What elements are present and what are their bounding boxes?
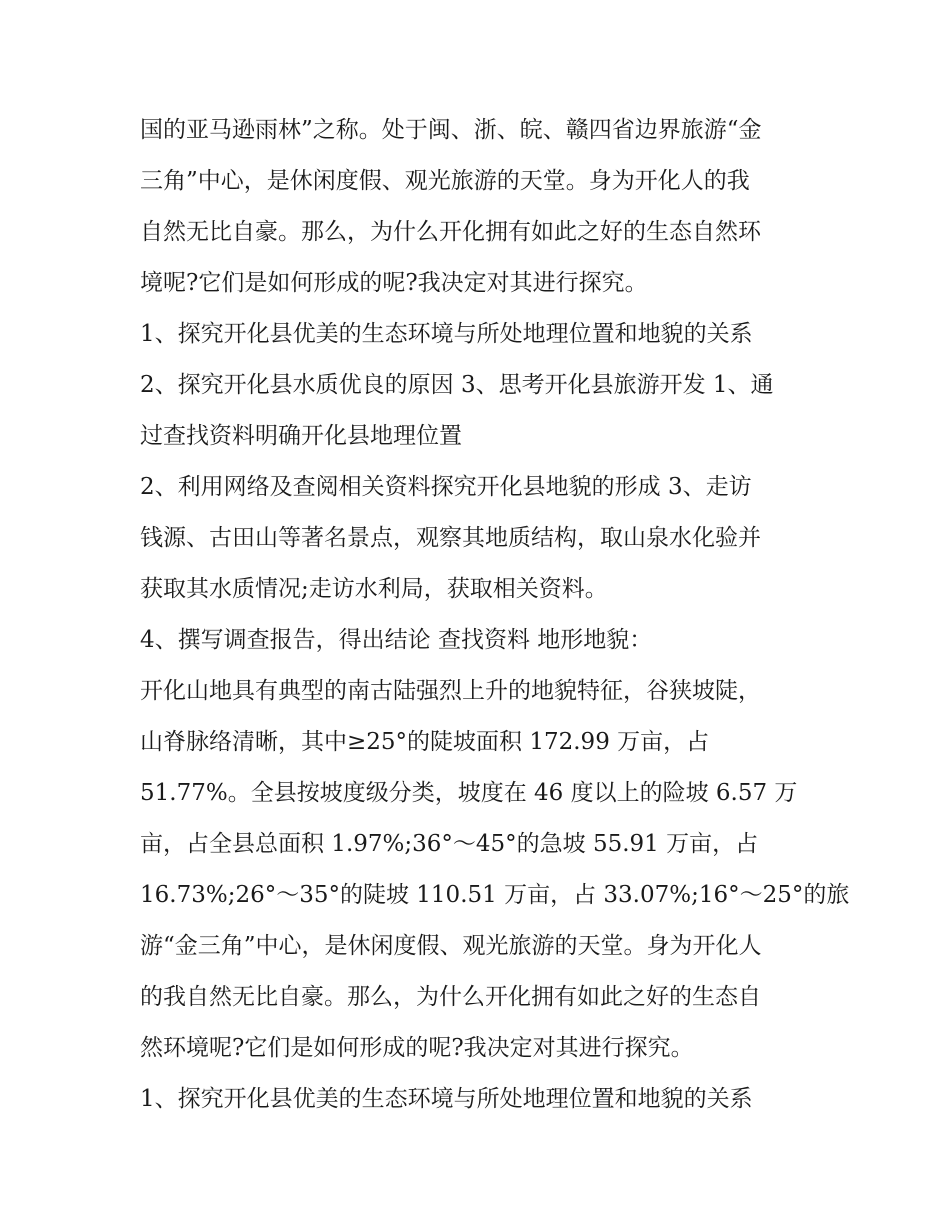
text-line: 自然无比自豪。那么，为什么开化拥有如此之好的生态自然环 <box>140 219 761 245</box>
text-line: 开化山地具有典型的南古陆强烈上升的地貌特征，谷狭坡陡， <box>140 678 761 704</box>
text-line: 境呢?它们是如何形成的呢?我决定对其进行探究。 <box>140 270 648 296</box>
text-line: 然环境呢?它们是如何形成的呢?我决定对其进行探究。 <box>140 1035 694 1061</box>
text-line: 山脊脉络清晰，其中≥25°的陡坡面积 172.99 万亩，占 <box>140 729 710 755</box>
text-line: 1、探究开化县优美的生态环境与所处地理位置和地貌的关系 <box>140 321 753 347</box>
text-line: 亩，占全县总面积 1.97%;36°～45°的急坡 55.91 万亩，占 <box>140 831 759 857</box>
text-line: 国的亚马逊雨林”之称。处于闽、浙、皖、赣四省边界旅游“金 <box>140 117 762 143</box>
text-line: 过查找资料明确开化县地理位置 <box>140 423 462 449</box>
text-line: 游“金三角”中心，是休闲度假、观光旅游的天堂。身为开化人 <box>140 933 762 959</box>
text-line: 2、探究开化县水质优良的原因 3、思考开化县旅游开发 1、通 <box>140 372 774 398</box>
text-line: 的我自然无比自豪。那么，为什么开化拥有如此之好的生态自 <box>140 984 761 1010</box>
text-line: 钱源、古田山等著名景点，观察其地质结构，取山泉水化验并 <box>140 525 761 551</box>
text-line: 51.77%。全县按坡度级分类，坡度在 46 度以上的险坡 6.57 万 <box>140 780 798 806</box>
text-line: 4、撰写调查报告，得出结论 查找资料 地形地貌： <box>140 627 653 653</box>
text-line: 1、探究开化县优美的生态环境与所处地理位置和地貌的关系 <box>140 1086 753 1112</box>
text-line: 2、利用网络及查阅相关资料探究开化县地貌的形成 3、走访 <box>140 474 752 500</box>
text-line: 16.73%;26°～35°的陡坡 110.51 万亩，占 33.07%;16°～25°的旅 <box>140 882 850 908</box>
text-line: 三角”中心，是休闲度假、观光旅游的天堂。身为开化人的我 <box>140 168 750 194</box>
document-body <box>140 105 850 1125</box>
text-line: 获取其水质情况;走访水利局，获取相关资料。 <box>140 576 608 602</box>
